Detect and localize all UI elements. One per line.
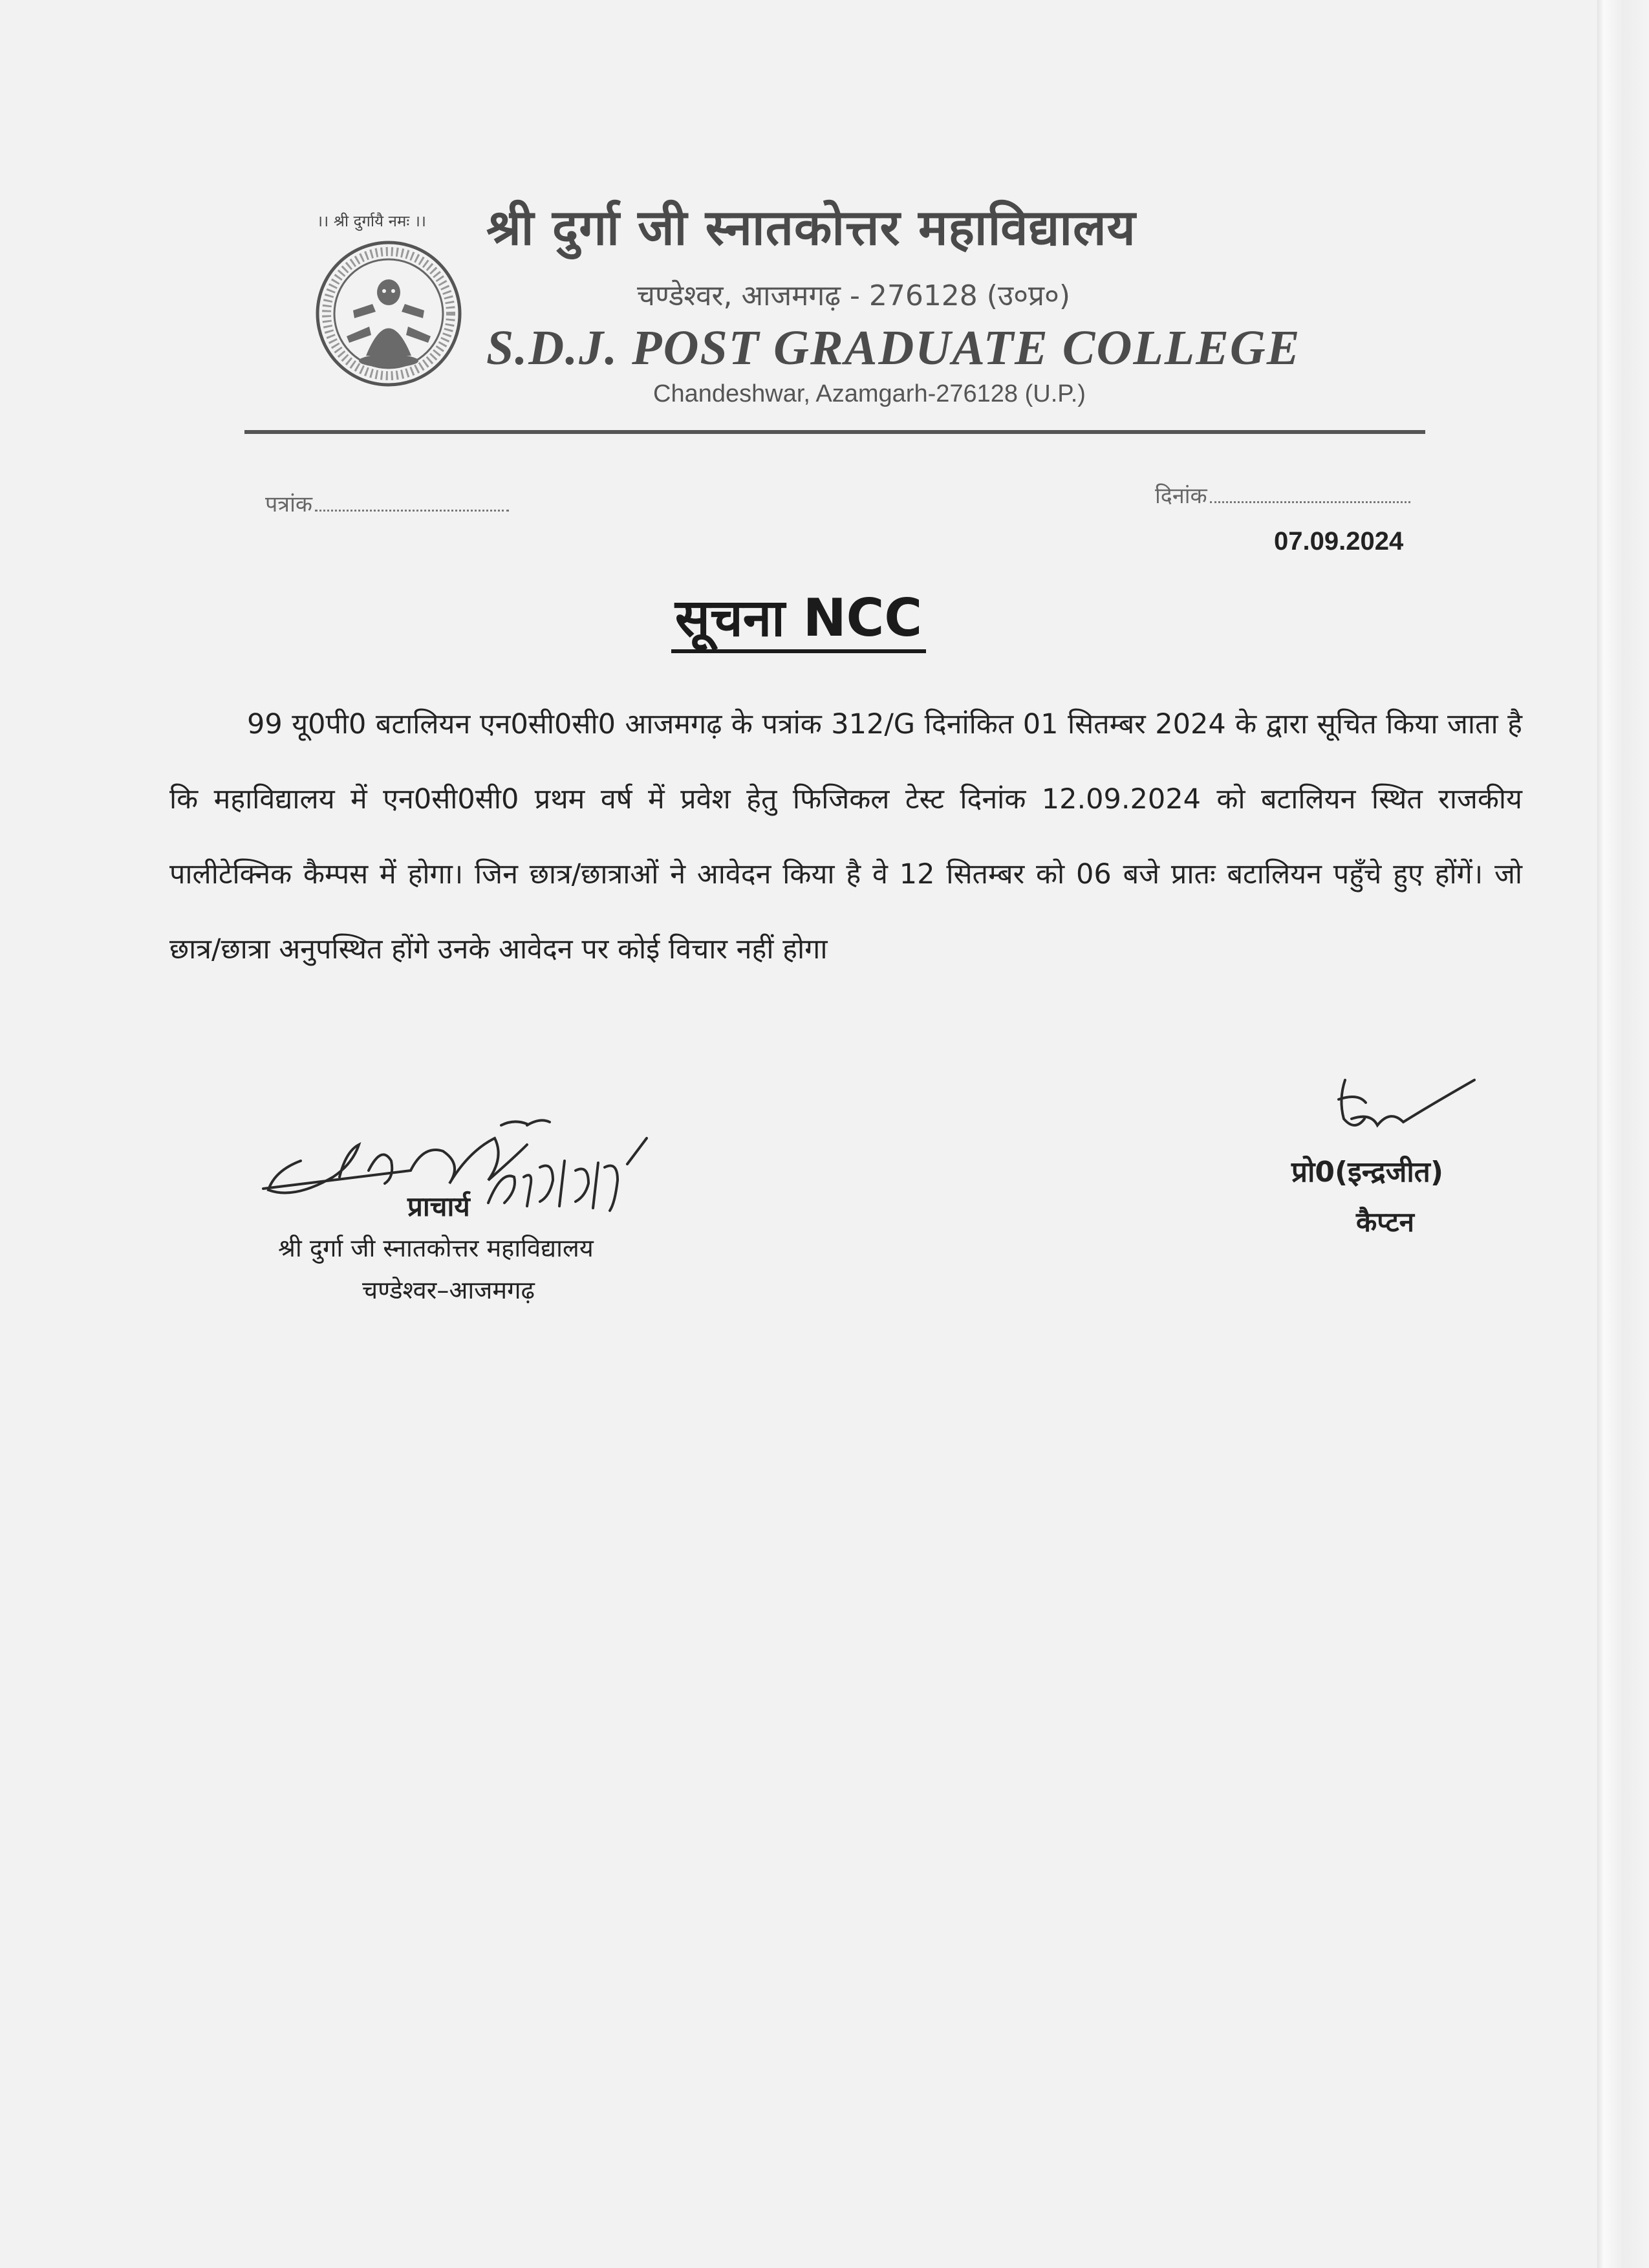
notice-body: 99 यू0पी0 बटालियन एन0सी0सी0 आजमगढ़ के पत्रांक 312/G दिनांकित 01 सितम्बर 2024 के द्वारा सूचित किया जाता है कि महाविद्यालय में एन0सी0सी0 प्रथम वर्ष में प्रवेश हेतु फिजिकल टेस्ट दिनांक 12.09.2024 को बटालियन स्थित राजकीय पालीटेक्निक कैम्पस में होगा। जिन छात्र/छात्राओं ने आवेदन किया है वे 12 सितम्बर को 06 बजे प्रातः बटालियन पहुँचे हुए होंगें। जो छात्र/छात्रा अनुपस्थित होंगे उनके आवेदन पर कोई विचार नहीं होगा [169,708,1522,966]
principal-place: चण्डेश्वर–आजमगढ़ [362,1276,535,1304]
captain-title: कैप्टन [1356,1206,1414,1238]
blessing-text: ।। श्री दुर्गायै नमः ।। [317,212,427,230]
college-name-hindi: श्री दुर्गा जी स्नातकोत्तर महाविद्यालय [486,199,1136,256]
captain-signature [1319,1074,1481,1151]
college-name-english: S.D.J. POST GRADUATE COLLEGE [486,321,1301,375]
date-blank-line [1210,488,1410,503]
letter-date: 07.09.2024 [1274,527,1404,556]
principal-college-name: श्री दुर्गा जी स्नातकोत्तर महाविद्यालय [278,1234,594,1262]
captain-name: प्रो0(इन्द्रजीत) [1291,1156,1443,1189]
reference-blank-line [315,497,509,512]
reference-label: पत्रांक [265,491,312,517]
notice-heading-wrap [0,581,1597,651]
reference-number-field [265,488,509,518]
college-seal-logo [314,239,463,388]
address-english: Chandeshwar, Azamgarh-276128 (U.P.) [653,380,1086,407]
paper-edge [1597,0,1649,2268]
date-label: दिनांक [1155,483,1207,509]
date-field [1155,480,1410,510]
address-hindi: चण्डेश्वर, आजमगढ़ - 276128 (उ०प्र०) [637,279,1071,312]
letterhead-divider [244,430,1425,434]
notice-heading: सूचना NCC [671,588,926,653]
principal-signature [255,1099,695,1229]
principal-title: प्राचार्य [407,1191,470,1222]
